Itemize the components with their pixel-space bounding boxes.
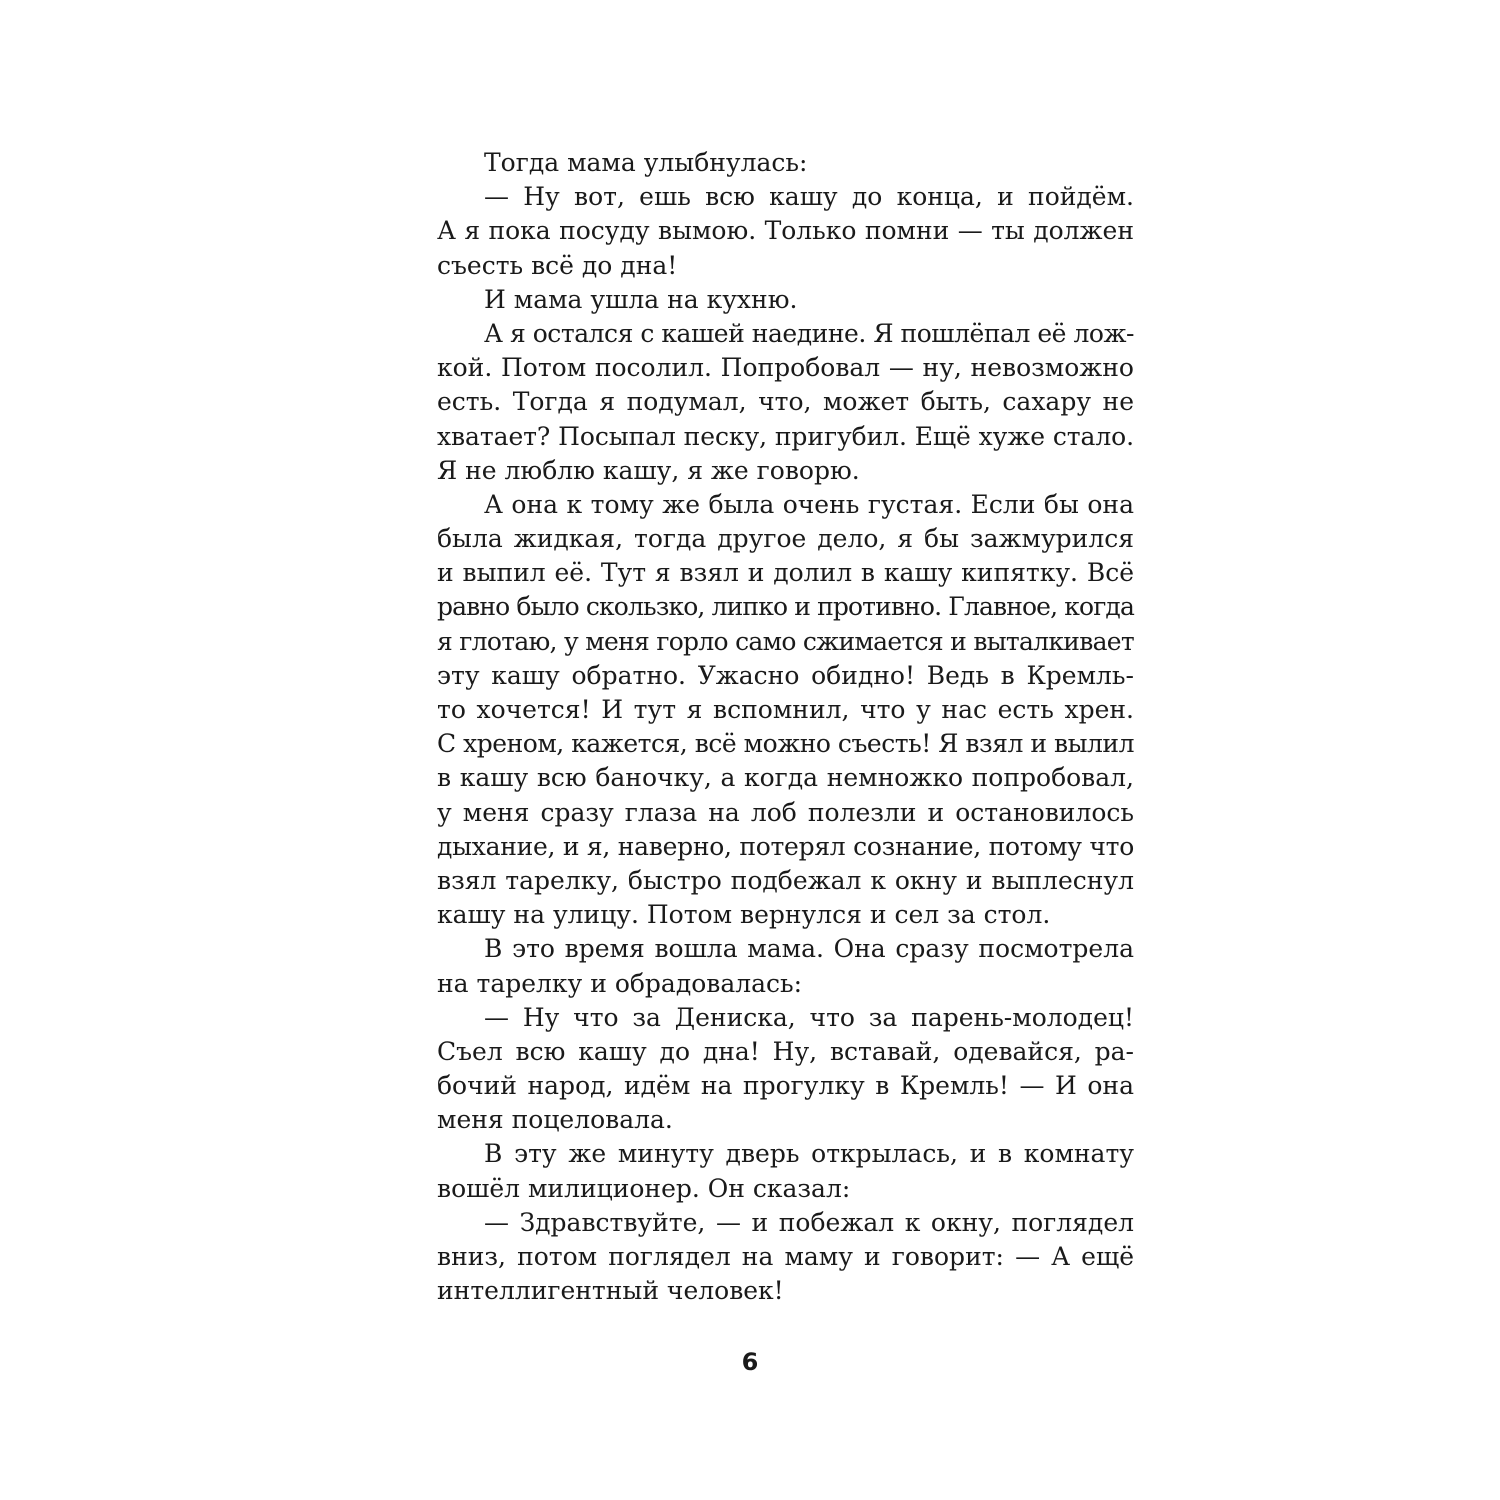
text-line: вниз, потом поглядел на маму и говорит: — А ещё: [437, 1242, 1134, 1271]
text-line: В это время вошла мама. Она сразу посмотрела: [484, 934, 1134, 964]
text-line: бочий народ, идём на прогулку в Кремль! — И она: [437, 1071, 1134, 1101]
text-line: в кашу всю баночку, а когда немножко попробовал,: [437, 763, 1134, 793]
text-line: Съел всю кашу до дна! Ну, вставай, одевайся, ра-: [437, 1036, 1134, 1066]
text-line: хватает? Посыпал песку, пригубил. Ещё хуже стало.: [437, 421, 1134, 451]
text-line: съесть всё до дна!: [437, 250, 678, 280]
text-line: вошёл милиционер. Он сказал:: [437, 1173, 851, 1203]
text-line: у меня сразу глаза на лоб полезли и остановилось: [437, 797, 1134, 827]
text-line: была жидкая, тогда другое дело, я бы зажмурился: [437, 524, 1134, 554]
text-line: равно было скользко, липко и противно. Главное, когда: [437, 592, 1134, 622]
text-line: — Ну что за Дениска, что за парень-молодец!: [484, 1002, 1134, 1032]
text-line: И мама ушла на кухню.: [484, 284, 798, 314]
body-text: [437, 146, 1134, 1308]
text-line: — Здравствуйте, — и побежал к окну, поглядел: [484, 1207, 1134, 1237]
text-line: на тарелку и обрадовалась:: [437, 968, 803, 998]
text-line: и выпил её. Тут я взял и долил в кашу кипятку. Всё: [437, 558, 1134, 588]
text-line: А она к тому же была очень густая. Если бы она: [484, 489, 1134, 519]
text-line: эту кашу обратно. Ужасно обидно! Ведь в Кремль-: [437, 660, 1134, 690]
text-line: меня поцеловала.: [437, 1105, 673, 1135]
page-number: 6: [741, 1348, 759, 1376]
text-line: С хреном, кажется, всё можно съесть! Я взял и вылил: [437, 729, 1134, 759]
text-line: кой. Потом посолил. Попробовал — ну, невозможно: [437, 353, 1134, 383]
text-line: А я пока посуду вымою. Только помни — ты должен: [437, 216, 1134, 246]
text-line: взял тарелку, быстро подбежал к окну и выплеснул: [437, 865, 1134, 895]
text-line: В эту же минуту дверь открылась, и в комнату: [484, 1139, 1134, 1169]
text-line: Я не люблю кашу, я же говорю.: [437, 455, 860, 485]
text-line: дыхание, и я, наверно, потерял сознание, потому что: [437, 831, 1134, 861]
text-line: кашу на улицу. Потом вернулся и сел за стол.: [437, 900, 1051, 930]
text-line: А я остался с кашей наедине. Я пошлёпал её лож-: [484, 318, 1134, 348]
text-line: я глотаю, у меня горло само сжимается и выталкивает: [437, 626, 1134, 656]
text-line: — Ну вот, ешь всю кашу до конца, и пойдём.: [484, 182, 1134, 212]
text-line: Тогда мама улыбнулась:: [484, 148, 808, 177]
text-line: интеллигентный человек!: [437, 1276, 784, 1306]
text-line: есть. Тогда я подумал, что, может быть, сахару не: [437, 387, 1134, 417]
text-line: то хочется! И тут я вспомнил, что у нас есть хрен.: [437, 695, 1134, 724]
